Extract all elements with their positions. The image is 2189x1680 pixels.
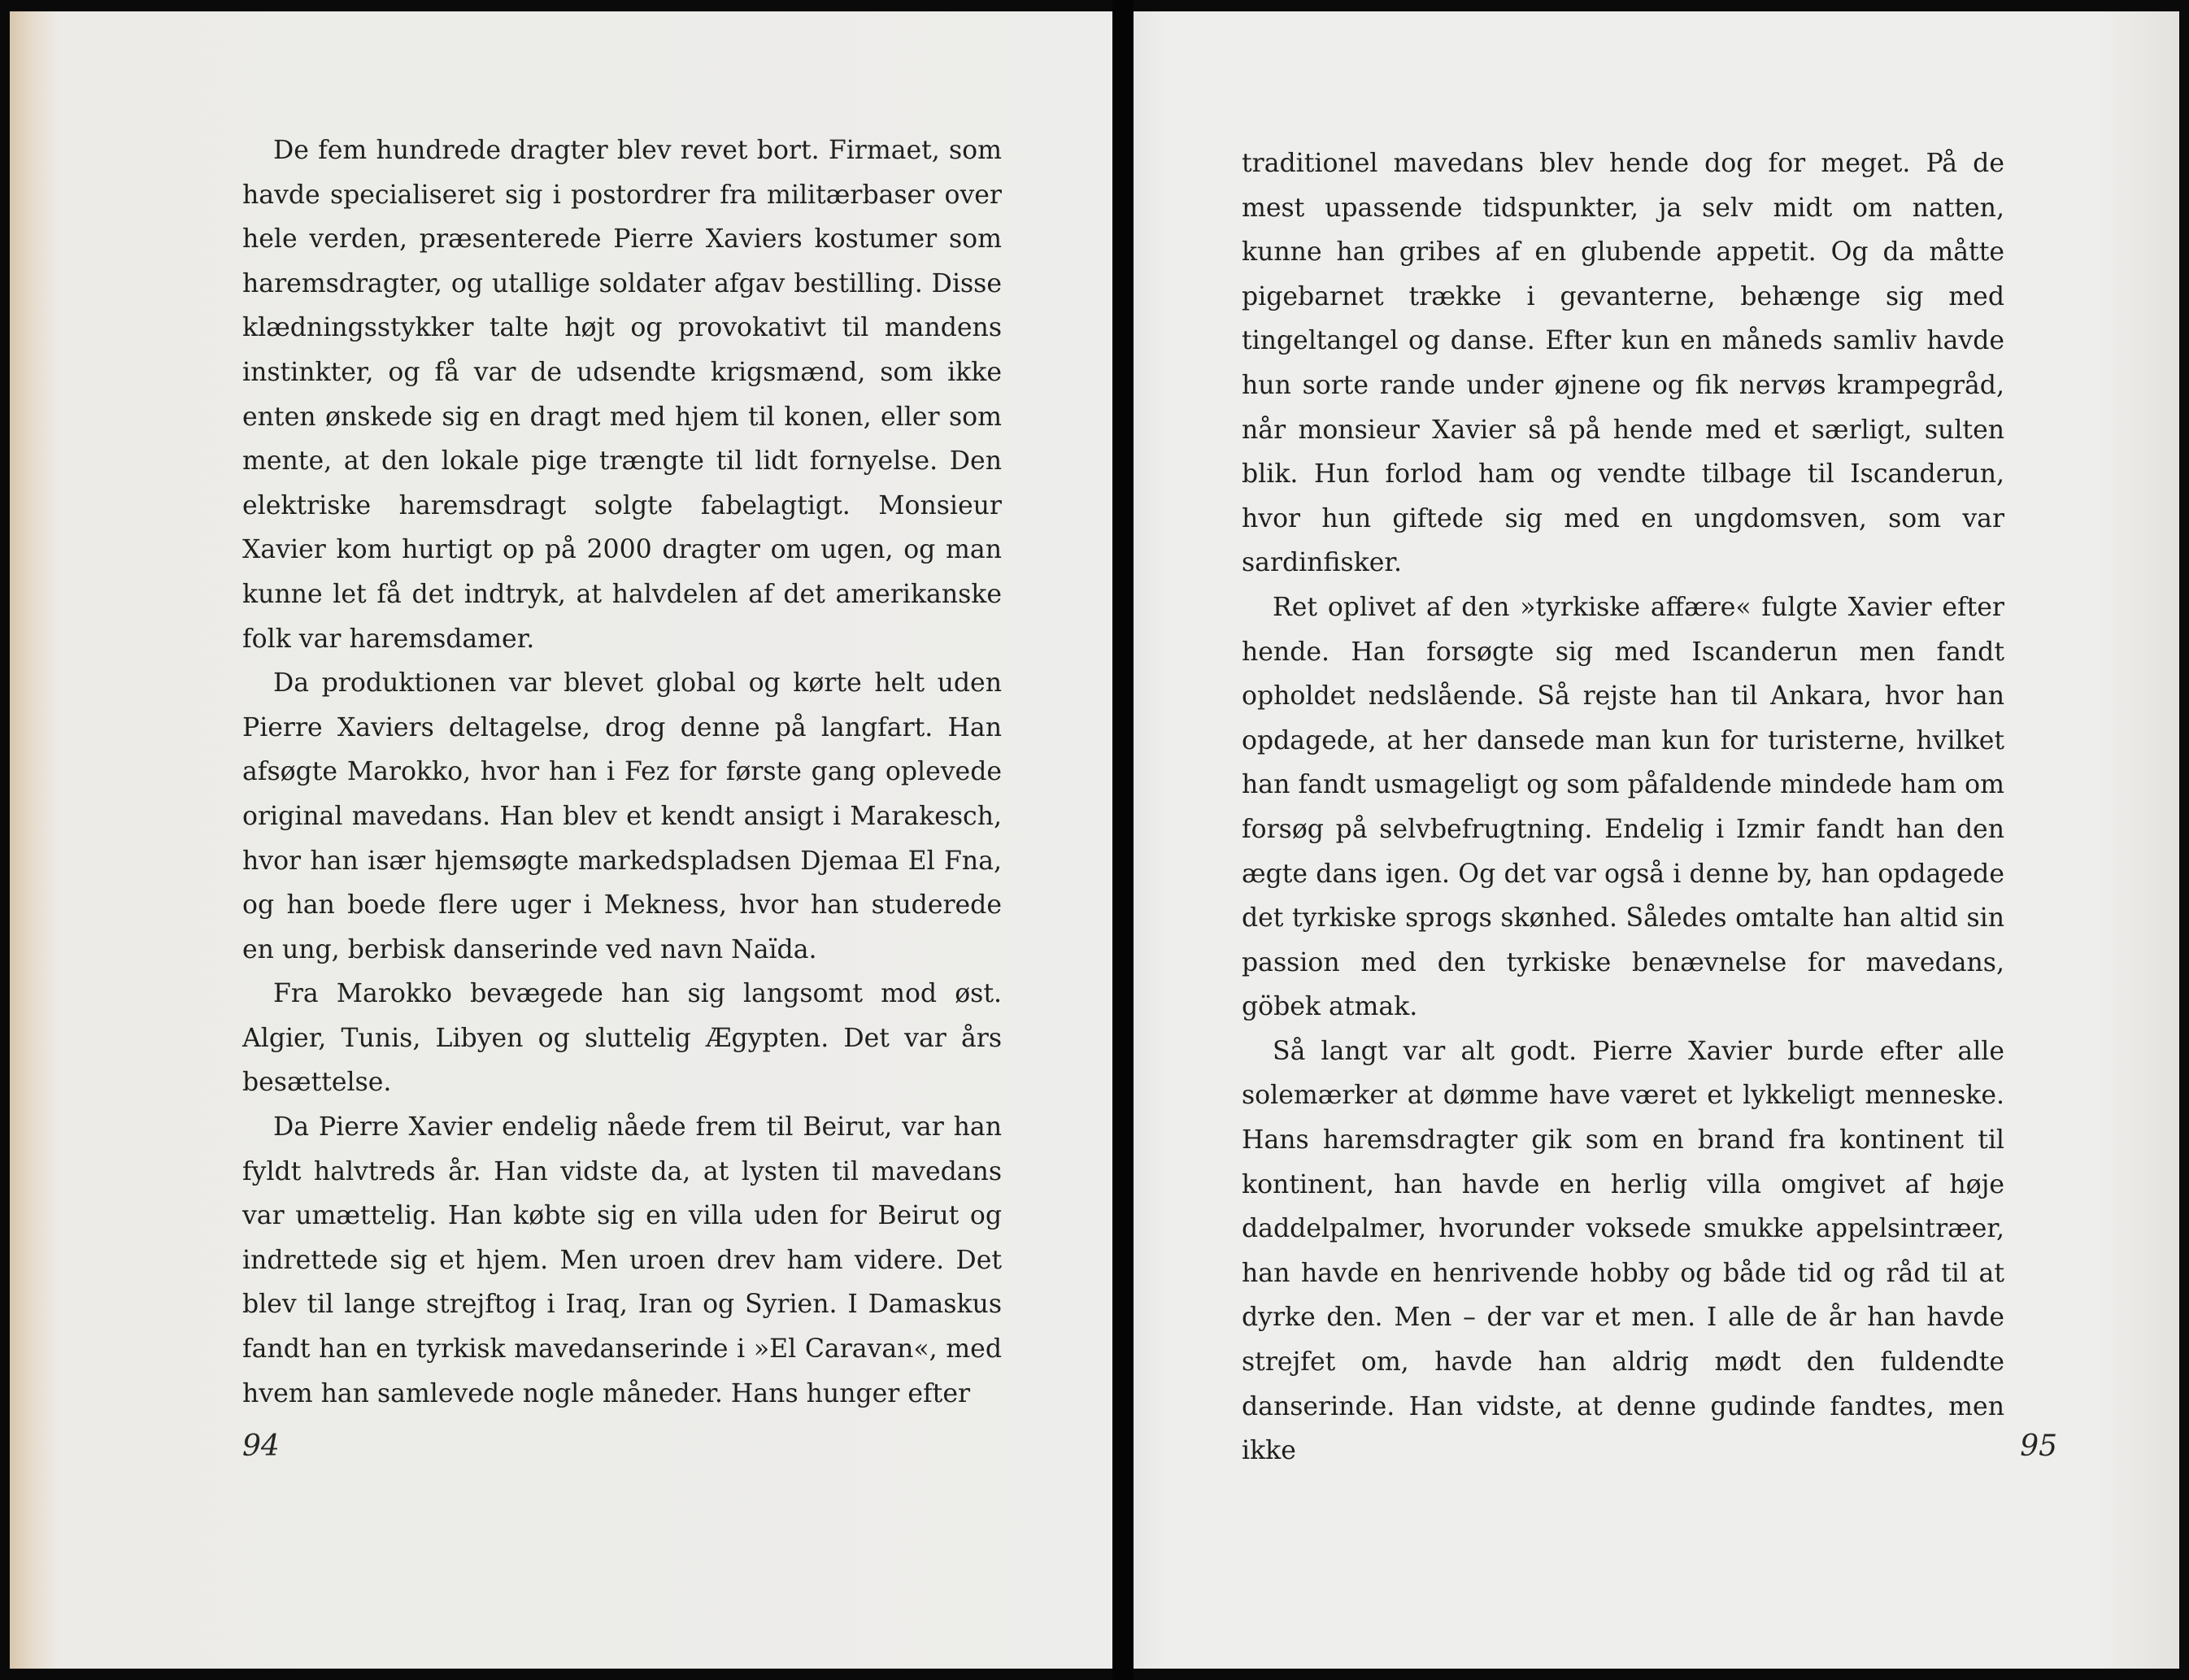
left-paragraph-2: Da produktionen var blevet global og kørte helt uden Pierre Xaviers deltagelse, drog denne på langfart. Han afsøgte Marokko, hvor han i Fez for første gang oplevede original mavedans. Han blev et kendt ansigt i Marakesch, hvor han især hjemsøgte markedspladsen Djemaa El Fna, og han boede flere uger i Mekness, hvor han studerede en ung, berbisk danserinde ved navn Naïda. [242,668,1002,964]
left-page-text [242,128,1002,1416]
right-paragraph-2: Ret oplivet af den »tyrkiske affære« fulgte Xavier efter hende. Han forsøgte sig med Iscanderun men fandt opholdet nedslående. Så rejste han til Ankara, hvor han opdagede, at her dansede man kun for turisterne, hvilket han fandt usmageligt og som påfaldende mindede ham om forsøg på selvbefrugtning. Endelig i Izmir fandt han den ægte dans igen. Og det var også i denne by, han opdagede det tyrkiske sprogs skønhed. Således omtalte han altid sin passion med den tyrkiske benævnelse for mavedans, göbek atmak. [1242,592,2004,1022]
left-paragraph-3: Fra Marokko bevægede han sig langsomt mod øst. Algier, Tunis, Libyen og sluttelig Ægypten. Det var års besættelse. [242,979,1002,1098]
right-paragraph-3: Så langt var alt godt. Pierre Xavier burde efter alle solemærker at dømme have været et lykkeligt menneske. Hans haremsdragter gik som en brand fra kontinent til kontinent, han havde en herlig villa omgivet af høje daddelpalmer, hvorunder voksede smukke appelsintræer, han havde en henrivende hobby og både tid og råd til at dyrke den. Men – der var et men. I alle de år han havde strejfet om, havde han aldrig mødt den fuldendte danserinde. Han vidste, at denne gudinde fandtes, men ikke [1242,1036,2004,1466]
book-gutter [1112,0,1134,1680]
page-number-left: 94 [242,1430,280,1463]
page-number-right: 95 [2020,1430,2057,1463]
right-page [1134,11,2179,1669]
left-paragraph-4: Da Pierre Xavier endelig nåede frem til Beirut, var han fyldt halvtreds år. Han vidste da, at lysten til mavedans var umættelig. Han købte sig en villa uden for Beirut og indrettede sig et hjem. Men uroen drev ham videre. Det blev til lange strejftog i Iraq, Iran og Syrien. I Damaskus fandt han en tyrkisk mavedanserinde i »El Caravan«, med hvem han samlevede nogle måneder. Hans hunger efter [242,1112,1002,1408]
right-paragraph-1: traditionel mavedans blev hende dog for meget. På de mest upassende tidspunkter, ja selv midt om natten, kunne han gribes af en glubende appetit. Og da måtte pigebarnet trække i gevanterne, behænge sig med tingeltangel og danse. Efter kun en måneds samliv havde hun sorte rande under øjnene og fik nervøs krampegråd, når monsieur Xavier så på hende med et særligt, sulten blik. Hun forlod ham og vendte tilbage til Iscanderun, hvor hun giftede sig med en ungdomsven, som var sardinfisker. [1242,149,2004,578]
left-page [10,11,1112,1669]
right-page-text [1242,141,2004,1473]
left-paragraph-1: De fem hundrede dragter blev revet bort. Firmaet, som havde specialiseret sig i postordrer fra militærbaser over hele verden, præsenterede Pierre Xaviers kostumer som haremsdragter, og utallige soldater afgav bestilling. Disse klædningsstykker talte højt og provokativt til mandens instinkter, og få var de udsendte krigsmænd, som ikke enten ønskede sig en dragt med hjem til konen, eller som mente, at den lokale pige trængte til lidt fornyelse. Den elektriske haremsdragt solgte fabelagtigt. Monsieur Xavier kom hurtigt op på 2000 dragter om ugen, og man kunne let få det indtryk, at halvdelen af det amerikanske folk var haremsdamer. [242,136,1002,654]
